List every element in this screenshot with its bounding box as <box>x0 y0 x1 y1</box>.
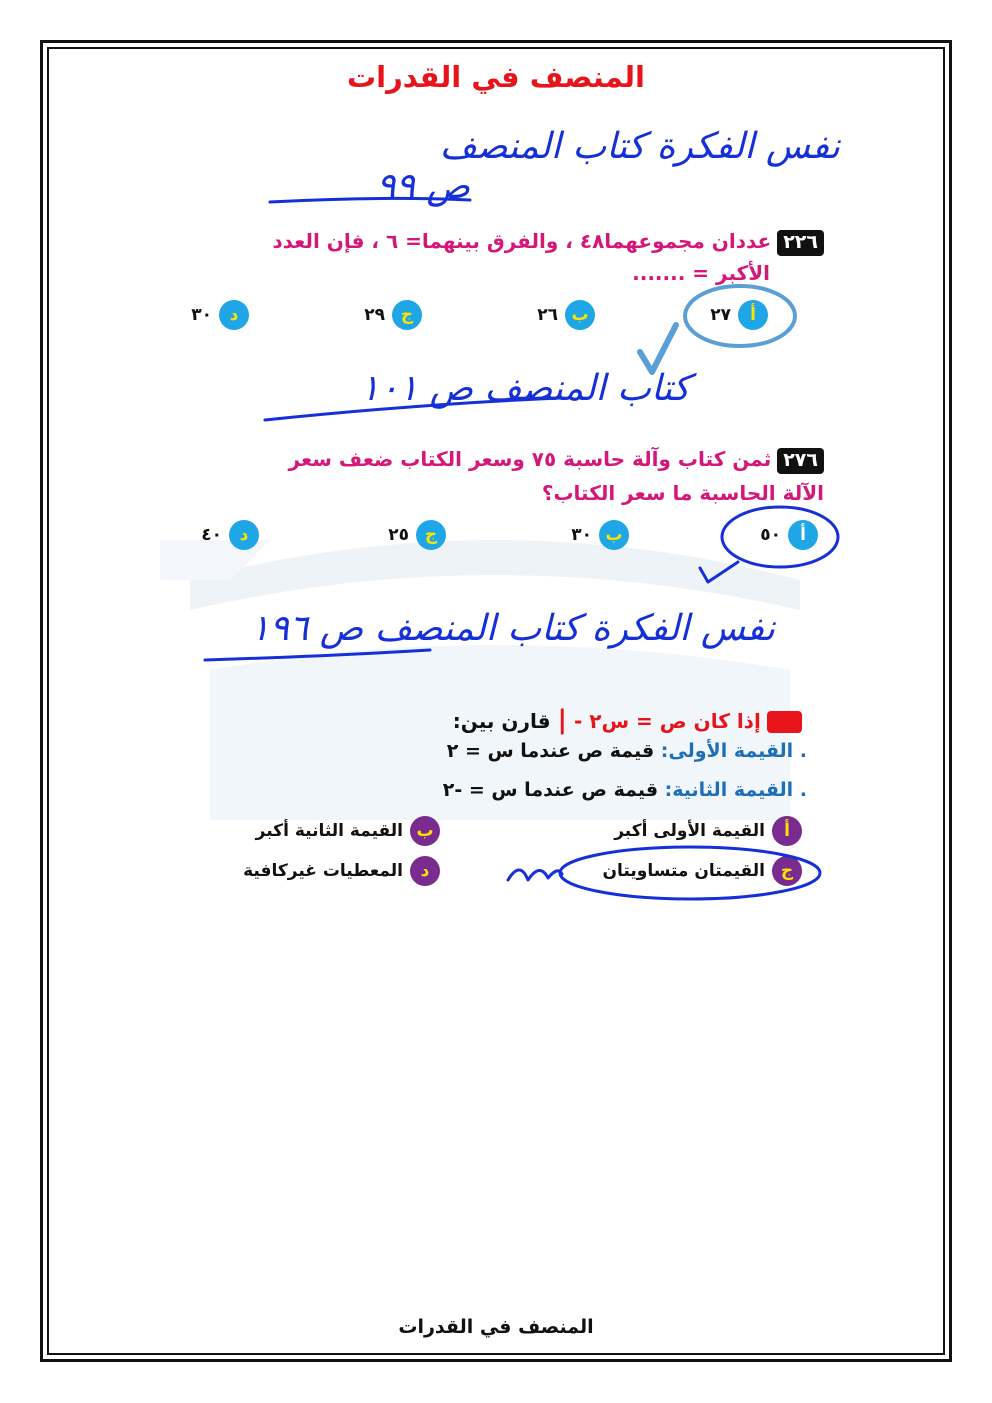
first-quantity <box>447 740 807 762</box>
question-226-line2: الأكبر = ....... <box>632 261 770 285</box>
note2: كتاب المنصف ص ١٠١ <box>360 368 690 409</box>
note3: نفس الفكرة كتاب المنصف ص ١٩٦ <box>250 608 775 649</box>
option-letter-b: ب <box>565 300 595 330</box>
question-intro-mark: | <box>557 705 568 735</box>
note1-page: ص ٩٩ <box>376 166 470 207</box>
option-value: ٢٦ <box>537 305 558 325</box>
q3-option-d[interactable] <box>243 856 440 886</box>
option-letter-d: د <box>229 520 259 550</box>
option-value: ٢٧ <box>710 305 731 325</box>
question-number: ٢٧٦ <box>777 448 824 474</box>
q2-option-a[interactable] <box>760 520 818 550</box>
option-value: القيمتان متساويتان <box>602 861 765 881</box>
question-text-line1: عددان مجموعهما٤٨ ، والفرق بينهما= ٦ ، فإن العدد <box>272 229 772 253</box>
option-value: ٢٥ <box>388 525 409 545</box>
q3-option-b[interactable] <box>256 816 440 846</box>
q1-option-c[interactable] <box>364 300 422 330</box>
option-letter-d: د <box>219 300 249 330</box>
second-quantity-label: . القيمة الثانية: <box>664 779 807 801</box>
q1-option-a[interactable] <box>710 300 768 330</box>
watermark-logo <box>150 520 840 820</box>
option-letter-a: أ <box>772 816 802 846</box>
first-quantity-expr: قيمة ص عندما س = ٢ <box>446 740 661 762</box>
page-title: المنصف في القدرات <box>347 60 645 94</box>
first-quantity-label: . القيمة الأولى: <box>660 740 807 762</box>
option-letter-a: أ <box>788 520 818 550</box>
q3-option-a[interactable] <box>614 816 802 846</box>
question-276-line2: الآلة الحاسبة ما سعر الكتاب؟ <box>541 481 824 505</box>
note1-line1: نفس الفكرة كتاب المنصف <box>439 126 840 167</box>
question-14 <box>453 705 802 735</box>
option-letter-c: ج <box>772 856 802 886</box>
q1-option-d[interactable] <box>191 300 249 330</box>
q3-option-c[interactable] <box>603 856 802 886</box>
question-226 <box>144 228 824 256</box>
option-letter-b: ب <box>599 520 629 550</box>
option-letter-a: أ <box>738 300 768 330</box>
option-letter-c: ج <box>392 300 422 330</box>
option-value: ٣٠ <box>191 305 212 325</box>
option-value: القيمة الثانية أكبر <box>255 821 403 841</box>
option-value: ٥٠ <box>760 525 781 545</box>
q1-option-b[interactable] <box>537 300 595 330</box>
page-footer: المنصف في القدرات <box>398 1316 594 1338</box>
question-intro-tail: قارن بين: <box>452 709 558 733</box>
question-number: ٢٢٦ <box>777 230 824 256</box>
option-letter-b: ب <box>410 816 440 846</box>
question-intro: إذا كان ص = س٢ - <box>567 709 761 733</box>
second-quantity-expr: قيمة ص عندما س = -٢ <box>442 779 665 801</box>
option-value: المعطيات غيركافية <box>243 861 403 881</box>
option-letter-d: د <box>410 856 440 886</box>
second-quantity <box>443 779 807 801</box>
q2-option-c[interactable] <box>388 520 446 550</box>
option-value: ٤٠ <box>201 525 222 545</box>
option-value: القيمة الأولى أكبر <box>614 821 765 841</box>
option-letter-c: ج <box>416 520 446 550</box>
q2-option-d[interactable] <box>201 520 259 550</box>
q2-option-b[interactable] <box>571 520 629 550</box>
question-276 <box>144 446 824 474</box>
option-value: ٢٩ <box>364 305 385 325</box>
option-value: ٣٠ <box>571 525 592 545</box>
question-text-line1: ثمن كتاب وآلة حاسبة ٧٥ وسعر الكتاب ضعف سعر <box>288 447 772 471</box>
question-number: ١٤ <box>767 711 802 733</box>
